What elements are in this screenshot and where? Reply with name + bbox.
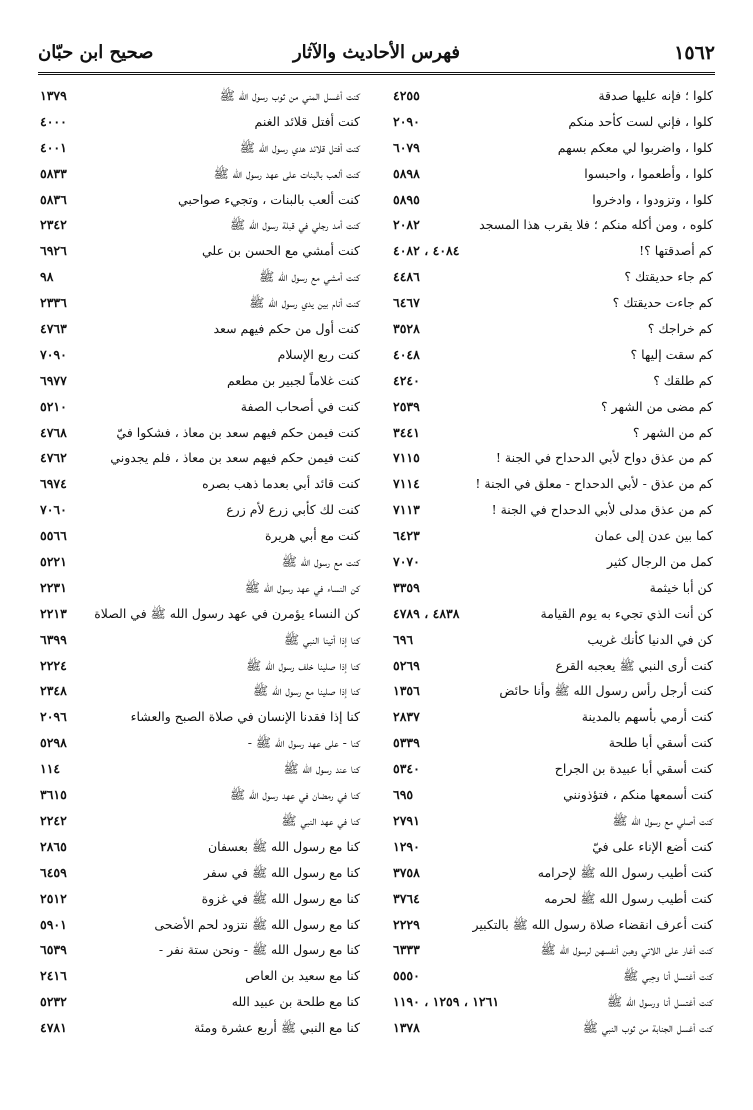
entry-text: كنا إذا فقدنا الإنسان في صلاة الصبح والعشاء xyxy=(130,709,360,725)
index-entry xyxy=(40,342,360,368)
entry-ref-number: ٧٠٩٠ xyxy=(40,346,67,362)
index-entry xyxy=(40,704,360,730)
entry-ref-number: ٤٧٦٣ xyxy=(40,321,67,337)
entry-ref-number: ٢٤١٦ xyxy=(40,968,67,984)
entry-ref-number: ٤٠٨٤ ، ٤٠٨٢ xyxy=(393,243,460,259)
entry-text: كنت أغتسل أنا ورسول الله ﷺ xyxy=(607,994,713,1010)
entry-ref-number: ٤٤٨٦ xyxy=(393,269,420,285)
entry-text: كم خراجك ؟ xyxy=(647,321,713,337)
entry-text: كنا - على عهد رسول الله ﷺ - xyxy=(247,735,360,751)
index-entry xyxy=(40,627,360,653)
entry-text: كنا إذا أتينا النبي ﷺ xyxy=(283,631,360,647)
index-entry xyxy=(393,627,713,653)
entry-text: كنا مع سعيد بن العاص xyxy=(245,968,360,984)
entry-ref-number: ٧٠٧٠ xyxy=(393,554,420,570)
entry-ref-number: ٢٣٣٦ xyxy=(40,295,67,311)
entry-text: كنت قائد أبي بعدما ذهب بصره xyxy=(202,476,360,492)
index-entry xyxy=(40,523,360,549)
entry-text: كنا إذا صلينا خلف رسول الله ﷺ xyxy=(246,657,360,673)
entry-ref-number: ٦٥٣٩ xyxy=(40,942,67,958)
index-entry xyxy=(40,290,360,316)
entry-ref-number: ٤٢٤٠ xyxy=(393,372,420,388)
entry-text: كن النساء في عهد رسول الله ﷺ xyxy=(244,579,360,595)
entry-ref-number: ٥٢٣٢ xyxy=(40,994,67,1010)
entry-ref-number: ٤٧٨١ xyxy=(40,1020,67,1036)
entry-text: كنت أغسل المني من ثوب رسول الله ﷺ xyxy=(219,88,360,103)
index-entry xyxy=(393,834,713,860)
entry-ref-number: ٣٦١٥ xyxy=(40,787,67,803)
entry-ref-number: ٧١١٤ xyxy=(393,476,420,492)
entry-text: كمل من الرجال كثير xyxy=(607,554,713,570)
index-entry xyxy=(393,264,713,290)
entry-text: كم طلقك ؟ xyxy=(653,372,713,388)
index-entry xyxy=(393,937,713,963)
index-entry xyxy=(40,445,360,471)
entry-ref-number: ٢٣٤٨ xyxy=(40,683,67,699)
entry-text: كنت أمشي مع الحسن بن علي xyxy=(202,243,360,259)
index-entry xyxy=(393,782,713,808)
index-entry xyxy=(393,860,713,886)
index-entry xyxy=(393,238,713,264)
entry-ref-number: ٥٣٣٩ xyxy=(393,735,420,751)
entry-text: كنت أرجل رأس رسول الله ﷺ وأنا حائض xyxy=(499,683,713,699)
index-entry xyxy=(40,860,360,886)
index-entry xyxy=(40,937,360,963)
index-entry xyxy=(40,212,360,238)
index-entry xyxy=(40,497,360,523)
entry-ref-number: ٣٤٤١ xyxy=(393,424,420,440)
entry-ref-number: ٤٠٠٠ xyxy=(40,113,67,129)
index-entry xyxy=(393,912,713,938)
entry-text: كنت أصلي مع رسول الله ﷺ xyxy=(612,812,713,828)
entry-ref-number: ٦٤٦٧ xyxy=(393,295,420,311)
index-entry xyxy=(40,678,360,704)
index-entry xyxy=(40,264,360,290)
entry-text: كنت أمشي مع رسول الله ﷺ xyxy=(259,269,360,285)
entry-text: كنا إذا صلينا مع رسول الله ﷺ xyxy=(253,683,360,699)
page-header xyxy=(38,40,715,70)
entry-ref-number: ٢٣٤٢ xyxy=(40,217,67,233)
entry-ref-number: ٦٩٧٧ xyxy=(40,372,67,388)
index-entry xyxy=(40,912,360,938)
entry-text: كنت ألعب بالبنات ، وتجيء صواحبي xyxy=(177,191,360,207)
index-entry xyxy=(393,523,713,549)
index-entry xyxy=(40,963,360,989)
index-entry xyxy=(393,1015,713,1041)
entry-text: كنت غلاماً لجبير بن مطعم xyxy=(226,372,360,388)
index-entry xyxy=(40,394,360,420)
entry-ref-number: ٣٧٥٨ xyxy=(393,864,420,880)
index-entry xyxy=(40,601,360,627)
entry-text: كنا مع طلحة بن عبيد الله xyxy=(231,994,360,1010)
entry-ref-number: ٥٢٢١ xyxy=(40,554,67,570)
entry-ref-number: ٢٢١٣ xyxy=(40,605,67,621)
entry-text: كم من الشهر ؟ xyxy=(632,424,713,440)
index-entry xyxy=(40,834,360,860)
entry-ref-number: ٥٣٤٠ xyxy=(393,761,420,777)
index-entry xyxy=(393,601,713,627)
entry-ref-number: ٧١١٣ xyxy=(393,502,420,518)
entry-ref-number: ١٣٥٦ xyxy=(393,683,420,699)
entry-ref-number: ٢٥١٢ xyxy=(40,890,67,906)
entry-ref-number: ٥٢٦٩ xyxy=(393,657,420,673)
entry-text: كنت أغتسل أنا وحِبي ﷺ xyxy=(623,968,713,984)
index-entry xyxy=(393,549,713,575)
entry-text: كنت فيمن حكم فيهم سعد بن معاذ ، فلم يجدوني xyxy=(110,450,360,466)
index-entry xyxy=(40,238,360,264)
entry-text: كلوا ، وأطعموا ، واحبسوا xyxy=(584,165,713,181)
entry-ref-number: ٩٨ xyxy=(40,269,54,285)
index-entry xyxy=(393,420,713,446)
index-entry xyxy=(393,886,713,912)
entry-text: كنت أرمي بأسهم بالمدينة xyxy=(581,709,713,725)
index-entry xyxy=(393,109,713,135)
entry-ref-number: ٢٠٨٢ xyxy=(393,217,420,233)
entry-ref-number: ٣٥٢٨ xyxy=(393,321,420,337)
index-entry xyxy=(393,989,713,1015)
entry-ref-number: ٢٨٣٧ xyxy=(393,709,420,725)
entry-ref-number: ٢٢٢٩ xyxy=(393,916,420,932)
entry-ref-number: ٢٥٣٩ xyxy=(393,398,420,414)
entry-text: كنت أعرف انقضاء صلاة رسول الله ﷺ بالتكبير xyxy=(472,916,713,932)
right-column xyxy=(393,83,713,1041)
entry-ref-number: ٦٤٢٣ xyxy=(393,528,420,544)
index-entry xyxy=(393,83,713,109)
index-entry xyxy=(40,730,360,756)
index-entry xyxy=(393,394,713,420)
entry-text: كنت أغار على اللاتي وهبن أنفسهن لرسول الله ﷺ xyxy=(540,942,713,958)
entry-text: كنت أسقي أبا عبيدة بن الجراح xyxy=(554,761,713,777)
entry-text: كنت أول من حكم فيهم سعد xyxy=(213,321,360,337)
entry-text: كنت أغسل الجنابة من ثوب النبي ﷺ xyxy=(582,1020,713,1036)
entry-ref-number: ٦٩٥ xyxy=(393,787,414,803)
entry-ref-number: ٦٩٢٦ xyxy=(40,243,67,259)
entry-text: كلوا ، واضربوا لي معكم بسهم xyxy=(557,139,713,155)
index-entry xyxy=(393,575,713,601)
header-rule xyxy=(38,72,715,75)
entry-ref-number: ٤٨٣٨ ، ٤٧٨٩ xyxy=(393,605,460,621)
index-entry xyxy=(40,782,360,808)
entry-text: كلوا ، وتزودوا ، وادخروا xyxy=(592,191,713,207)
index-entry xyxy=(393,730,713,756)
entry-text: كنا مع رسول الله ﷺ نتزود لحم الأضحى xyxy=(154,916,360,932)
entry-text: كنا في عهد النبي ﷺ xyxy=(281,812,360,828)
entry-ref-number: ٢٠٩٦ xyxy=(40,709,67,725)
index-entry xyxy=(393,212,713,238)
entry-text: كنت أنام بين يدي رسول الله ﷺ xyxy=(249,295,360,311)
entry-text: كنت ربع الإسلام xyxy=(277,346,360,362)
entry-text: كنا مع رسول الله ﷺ - ونحن ستة نفر - xyxy=(158,942,360,958)
entry-text: كنا مع النبي ﷺ أربع عشرة ومئة xyxy=(194,1020,360,1036)
index-entry xyxy=(393,316,713,342)
entry-text: كنا مع رسول الله ﷺ بعسفان xyxy=(208,838,360,854)
index-entry xyxy=(393,368,713,394)
entry-ref-number: ١١٤ xyxy=(40,761,61,777)
entry-ref-number: ٥٨٣٣ xyxy=(40,165,67,181)
index-entry xyxy=(40,1015,360,1041)
entry-ref-number: ٤٢٥٥ xyxy=(393,88,420,103)
index-entry xyxy=(393,471,713,497)
index-entry xyxy=(393,187,713,213)
entry-text: كنت أسقي أبا طلحة xyxy=(608,735,713,751)
entry-text: كما بين عدن إلى عمان xyxy=(594,528,713,544)
index-entry xyxy=(40,368,360,394)
entry-ref-number: ٧٠٦٠ xyxy=(40,502,67,518)
entry-text: كلوا ؛ فإنه عليها صدقة xyxy=(598,88,713,103)
left-column xyxy=(40,83,360,1041)
entry-text: كنت مع أبي هريرة xyxy=(264,528,360,544)
index-entry xyxy=(393,678,713,704)
entry-ref-number: ٦٠٧٩ xyxy=(393,139,420,155)
entry-ref-number: ٤٧٦٨ xyxy=(40,424,67,440)
entry-text: كنا في رمضان في عهد رسول الله ﷺ xyxy=(229,787,360,803)
index-entry xyxy=(40,109,360,135)
entry-text: كنت أطيب رسول الله ﷺ لحرمه xyxy=(544,890,713,906)
entry-ref-number: ٥٩٠١ xyxy=(40,916,67,932)
entry-text: كم من عذق دواح لأبي الدحداح في الجنة ! xyxy=(495,450,713,466)
index-entry xyxy=(40,575,360,601)
index-entry xyxy=(40,135,360,161)
entry-ref-number: ٥٨٩٨ xyxy=(393,165,420,181)
entry-text: كنت لك كأبي زرع لأم زرع xyxy=(226,502,360,518)
entry-text: كم جاءت حديقتك ؟ xyxy=(612,295,713,311)
entry-ref-number: ٧١١٥ xyxy=(393,450,420,466)
index-entry xyxy=(393,161,713,187)
entry-text: كم من عذق - لأبي الدحداح - معلق في الجنة ! xyxy=(475,476,713,492)
index-entry xyxy=(393,704,713,730)
entry-text: كم أصدقتها ؟! xyxy=(639,243,713,259)
index-entry xyxy=(393,445,713,471)
entry-ref-number: ٥٢١٠ xyxy=(40,398,67,414)
entry-ref-number: ١٣٧٨ xyxy=(393,1020,420,1036)
entry-text: كنت أطيب رسول الله ﷺ لإحرامه xyxy=(537,864,713,880)
entry-ref-number: ٢٢٣١ xyxy=(40,579,67,595)
index-entry xyxy=(40,989,360,1015)
entry-text: كم من عذق مدلى لأبي الدحداح في الجنة ! xyxy=(491,502,713,518)
entry-text: كلوه ، ومن أكله منكم ؛ فلا يقرب هذا المسجد xyxy=(479,217,713,233)
index-entry xyxy=(393,808,713,834)
index-entry xyxy=(393,653,713,679)
entry-text: كن أبا خيثمة xyxy=(649,579,713,595)
entry-ref-number: ٦٣٣٣ xyxy=(393,942,420,958)
index-entry xyxy=(40,549,360,575)
index-entry xyxy=(40,161,360,187)
page-title: فهرس الأحاديث والآثار xyxy=(292,42,461,63)
index-entry xyxy=(40,187,360,213)
entry-text: كم سقت إليها ؟ xyxy=(630,346,713,362)
index-entry xyxy=(40,420,360,446)
entry-text: كنت مع رسول الله ﷺ xyxy=(281,554,360,570)
entry-ref-number: ١٢٦١ ، ١٢٥٩ ، ١١٩٠ xyxy=(393,994,500,1010)
index-entry xyxy=(393,497,713,523)
entry-ref-number: ٤٠٤٨ xyxy=(393,346,420,362)
index-entry xyxy=(40,886,360,912)
book-title: صحيح ابن حبّان xyxy=(38,42,154,63)
entry-ref-number: ٥٢٩٨ xyxy=(40,735,67,751)
entry-ref-number: ٢٢٤٢ xyxy=(40,812,67,828)
index-entry xyxy=(393,756,713,782)
entry-text: كن النساء يؤمرن في عهد رسول الله ﷺ في الصلاة xyxy=(94,605,360,621)
entry-ref-number: ٣٧٦٤ xyxy=(393,890,420,906)
entry-text: كنت أفتل قلائد الغنم xyxy=(254,113,360,129)
entry-ref-number: ١٣٧٩ xyxy=(40,88,67,103)
entry-ref-number: ٦٩٧٤ xyxy=(40,476,67,492)
index-entry xyxy=(40,808,360,834)
entry-text: كنت أضع الإناء على فيّ xyxy=(592,838,713,854)
index-entry xyxy=(40,653,360,679)
entry-text: كلوا ، فإني لست كأحد منكم xyxy=(568,113,713,129)
entry-text: كن في الدنيا كأنك غريب xyxy=(587,631,713,647)
entry-ref-number: ٦٣٩٩ xyxy=(40,631,67,647)
entry-ref-number: ٤٧٦٢ xyxy=(40,450,67,466)
index-entry xyxy=(40,316,360,342)
entry-text: كنت أفتل قلائد هدي رسول الله ﷺ xyxy=(239,139,360,155)
entry-text: كم جاء حديقتك ؟ xyxy=(624,269,713,285)
entry-ref-number: ٦٤٥٩ xyxy=(40,864,67,880)
entry-text: كنت في أصحاب الصفة xyxy=(240,398,360,414)
entry-ref-number: ٢٧٩١ xyxy=(393,812,420,828)
entry-ref-number: ٣٣٥٩ xyxy=(393,579,420,595)
page-number: ١٥٦٢ xyxy=(674,42,715,64)
entry-text: كنا عند رسول الله ﷺ xyxy=(283,761,360,777)
entry-text: كنا مع رسول الله ﷺ في غزوة xyxy=(201,890,360,906)
index-entry xyxy=(40,471,360,497)
index-entry xyxy=(393,290,713,316)
entry-text: كنت أسمعها منكم ، فتؤذونني xyxy=(563,787,713,803)
index-entry xyxy=(393,135,713,161)
entry-text: كنت أمد رجلي في قبلة رسول الله ﷺ xyxy=(230,217,360,233)
entry-ref-number: ٥٥٥٠ xyxy=(393,968,420,984)
index-entry xyxy=(40,83,360,109)
entry-ref-number: ٥٨٣٦ xyxy=(40,191,67,207)
entry-text: كم مضى من الشهر ؟ xyxy=(600,398,713,414)
entry-ref-number: ١٢٩٠ xyxy=(393,838,420,854)
entry-ref-number: ٢٨٦٥ xyxy=(40,838,67,854)
entry-ref-number: ٥٨٩٥ xyxy=(393,191,420,207)
entry-ref-number: ٤٠٠١ xyxy=(40,139,67,155)
index-entry xyxy=(40,756,360,782)
entry-ref-number: ٢٢٢٤ xyxy=(40,657,67,673)
entry-ref-number: ٢٠٩٠ xyxy=(393,113,420,129)
entry-text: كنت فيمن حكم فيهم سعد بن معاذ ، فشكوا فيّ xyxy=(116,424,360,440)
entry-ref-number: ٥٥٦٦ xyxy=(40,528,67,544)
index-entry xyxy=(393,342,713,368)
entry-text: كنت أرى النبي ﷺ يعجبه القرع xyxy=(555,657,713,673)
entry-text: كنا مع رسول الله ﷺ في سفر xyxy=(203,864,360,880)
index-entry xyxy=(393,963,713,989)
entry-text: كن أنت الذي تجيء به يوم القيامة xyxy=(540,605,713,621)
entry-ref-number: ٦٩٦ xyxy=(393,631,414,647)
entry-text: كنت ألعب بالبنات على عهد رسول الله ﷺ xyxy=(213,165,360,181)
